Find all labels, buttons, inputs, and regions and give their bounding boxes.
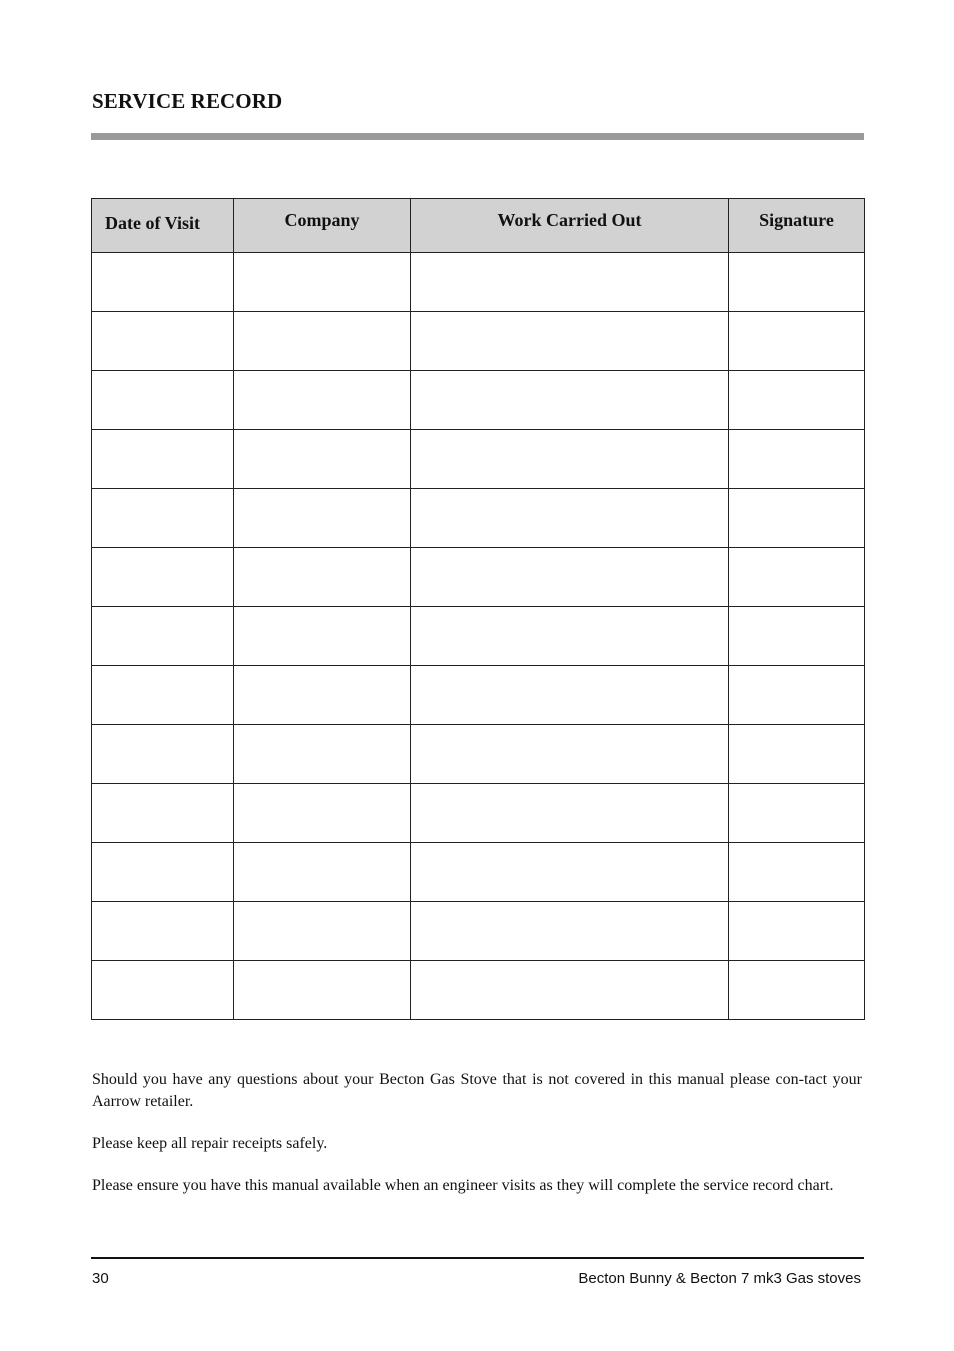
work-cell: [411, 784, 729, 843]
table-row: [92, 430, 865, 489]
date-cell: [92, 725, 234, 784]
notes-section: [92, 1069, 862, 1217]
date-cell: [92, 961, 234, 1020]
company-cell: [234, 784, 411, 843]
company-cell: [234, 371, 411, 430]
table-row: [92, 253, 865, 312]
date-cell: [92, 253, 234, 312]
signature-cell: [729, 843, 865, 902]
company-cell: [234, 489, 411, 548]
company-cell: [234, 430, 411, 489]
work-cell: [411, 430, 729, 489]
table-row: [92, 371, 865, 430]
signature-cell: [729, 489, 865, 548]
date-cell: [92, 784, 234, 843]
date-cell: [92, 666, 234, 725]
header-company: Company: [234, 199, 411, 253]
work-cell: [411, 489, 729, 548]
header-work-carried-out: Work Carried Out: [411, 199, 729, 253]
signature-cell: [729, 784, 865, 843]
signature-cell: [729, 312, 865, 371]
footer-page-number: 30: [92, 1270, 109, 1287]
signature-cell: [729, 902, 865, 961]
table-row: [92, 725, 865, 784]
header-signature: Signature: [729, 199, 865, 253]
work-cell: [411, 961, 729, 1020]
footer-document-title: Becton Bunny & Becton 7 mk3 Gas stoves: [578, 1270, 861, 1287]
work-cell: [411, 902, 729, 961]
table-row: [92, 548, 865, 607]
date-cell: [92, 371, 234, 430]
work-cell: [411, 312, 729, 371]
service-record-table: [91, 198, 865, 1020]
company-cell: [234, 902, 411, 961]
signature-cell: [729, 725, 865, 784]
table-row: [92, 666, 865, 725]
table-body: [92, 253, 865, 1020]
work-cell: [411, 371, 729, 430]
work-cell: [411, 843, 729, 902]
company-cell: [234, 312, 411, 371]
footer-divider: [91, 1257, 864, 1259]
page-title: SERVICE RECORD: [92, 89, 283, 113]
signature-cell: [729, 607, 865, 666]
date-cell: [92, 430, 234, 489]
company-cell: [234, 725, 411, 784]
work-cell: [411, 666, 729, 725]
signature-cell: [729, 430, 865, 489]
note-engineer-visit: Please ensure you have this manual available when an engineer visits as they will complete the service record chart.: [92, 1177, 834, 1194]
table-row: [92, 312, 865, 371]
note-questions: Should you have any questions about your Becton Gas Stove that is not covered in this manual please con-tact your Aarrow retailer.: [92, 1071, 862, 1110]
signature-cell: [729, 666, 865, 725]
work-cell: [411, 725, 729, 784]
company-cell: [234, 961, 411, 1020]
signature-cell: [729, 961, 865, 1020]
date-cell: [92, 607, 234, 666]
header-date-of-visit: Date of Visit: [92, 199, 234, 253]
company-cell: [234, 253, 411, 312]
table-header-row: [92, 199, 865, 253]
signature-cell: [729, 253, 865, 312]
signature-cell: [729, 548, 865, 607]
work-cell: [411, 253, 729, 312]
table-row: [92, 902, 865, 961]
signature-cell: [729, 371, 865, 430]
table-row: [92, 843, 865, 902]
table-row: [92, 607, 865, 666]
company-cell: [234, 607, 411, 666]
date-cell: [92, 902, 234, 961]
table-row: [92, 961, 865, 1020]
company-cell: [234, 843, 411, 902]
date-cell: [92, 843, 234, 902]
company-cell: [234, 548, 411, 607]
table-row: [92, 489, 865, 548]
date-cell: [92, 548, 234, 607]
work-cell: [411, 548, 729, 607]
title-divider: [91, 133, 864, 140]
date-cell: [92, 312, 234, 371]
work-cell: [411, 607, 729, 666]
table-row: [92, 784, 865, 843]
company-cell: [234, 666, 411, 725]
note-receipts: Please keep all repair receipts safely.: [92, 1135, 328, 1152]
date-cell: [92, 489, 234, 548]
